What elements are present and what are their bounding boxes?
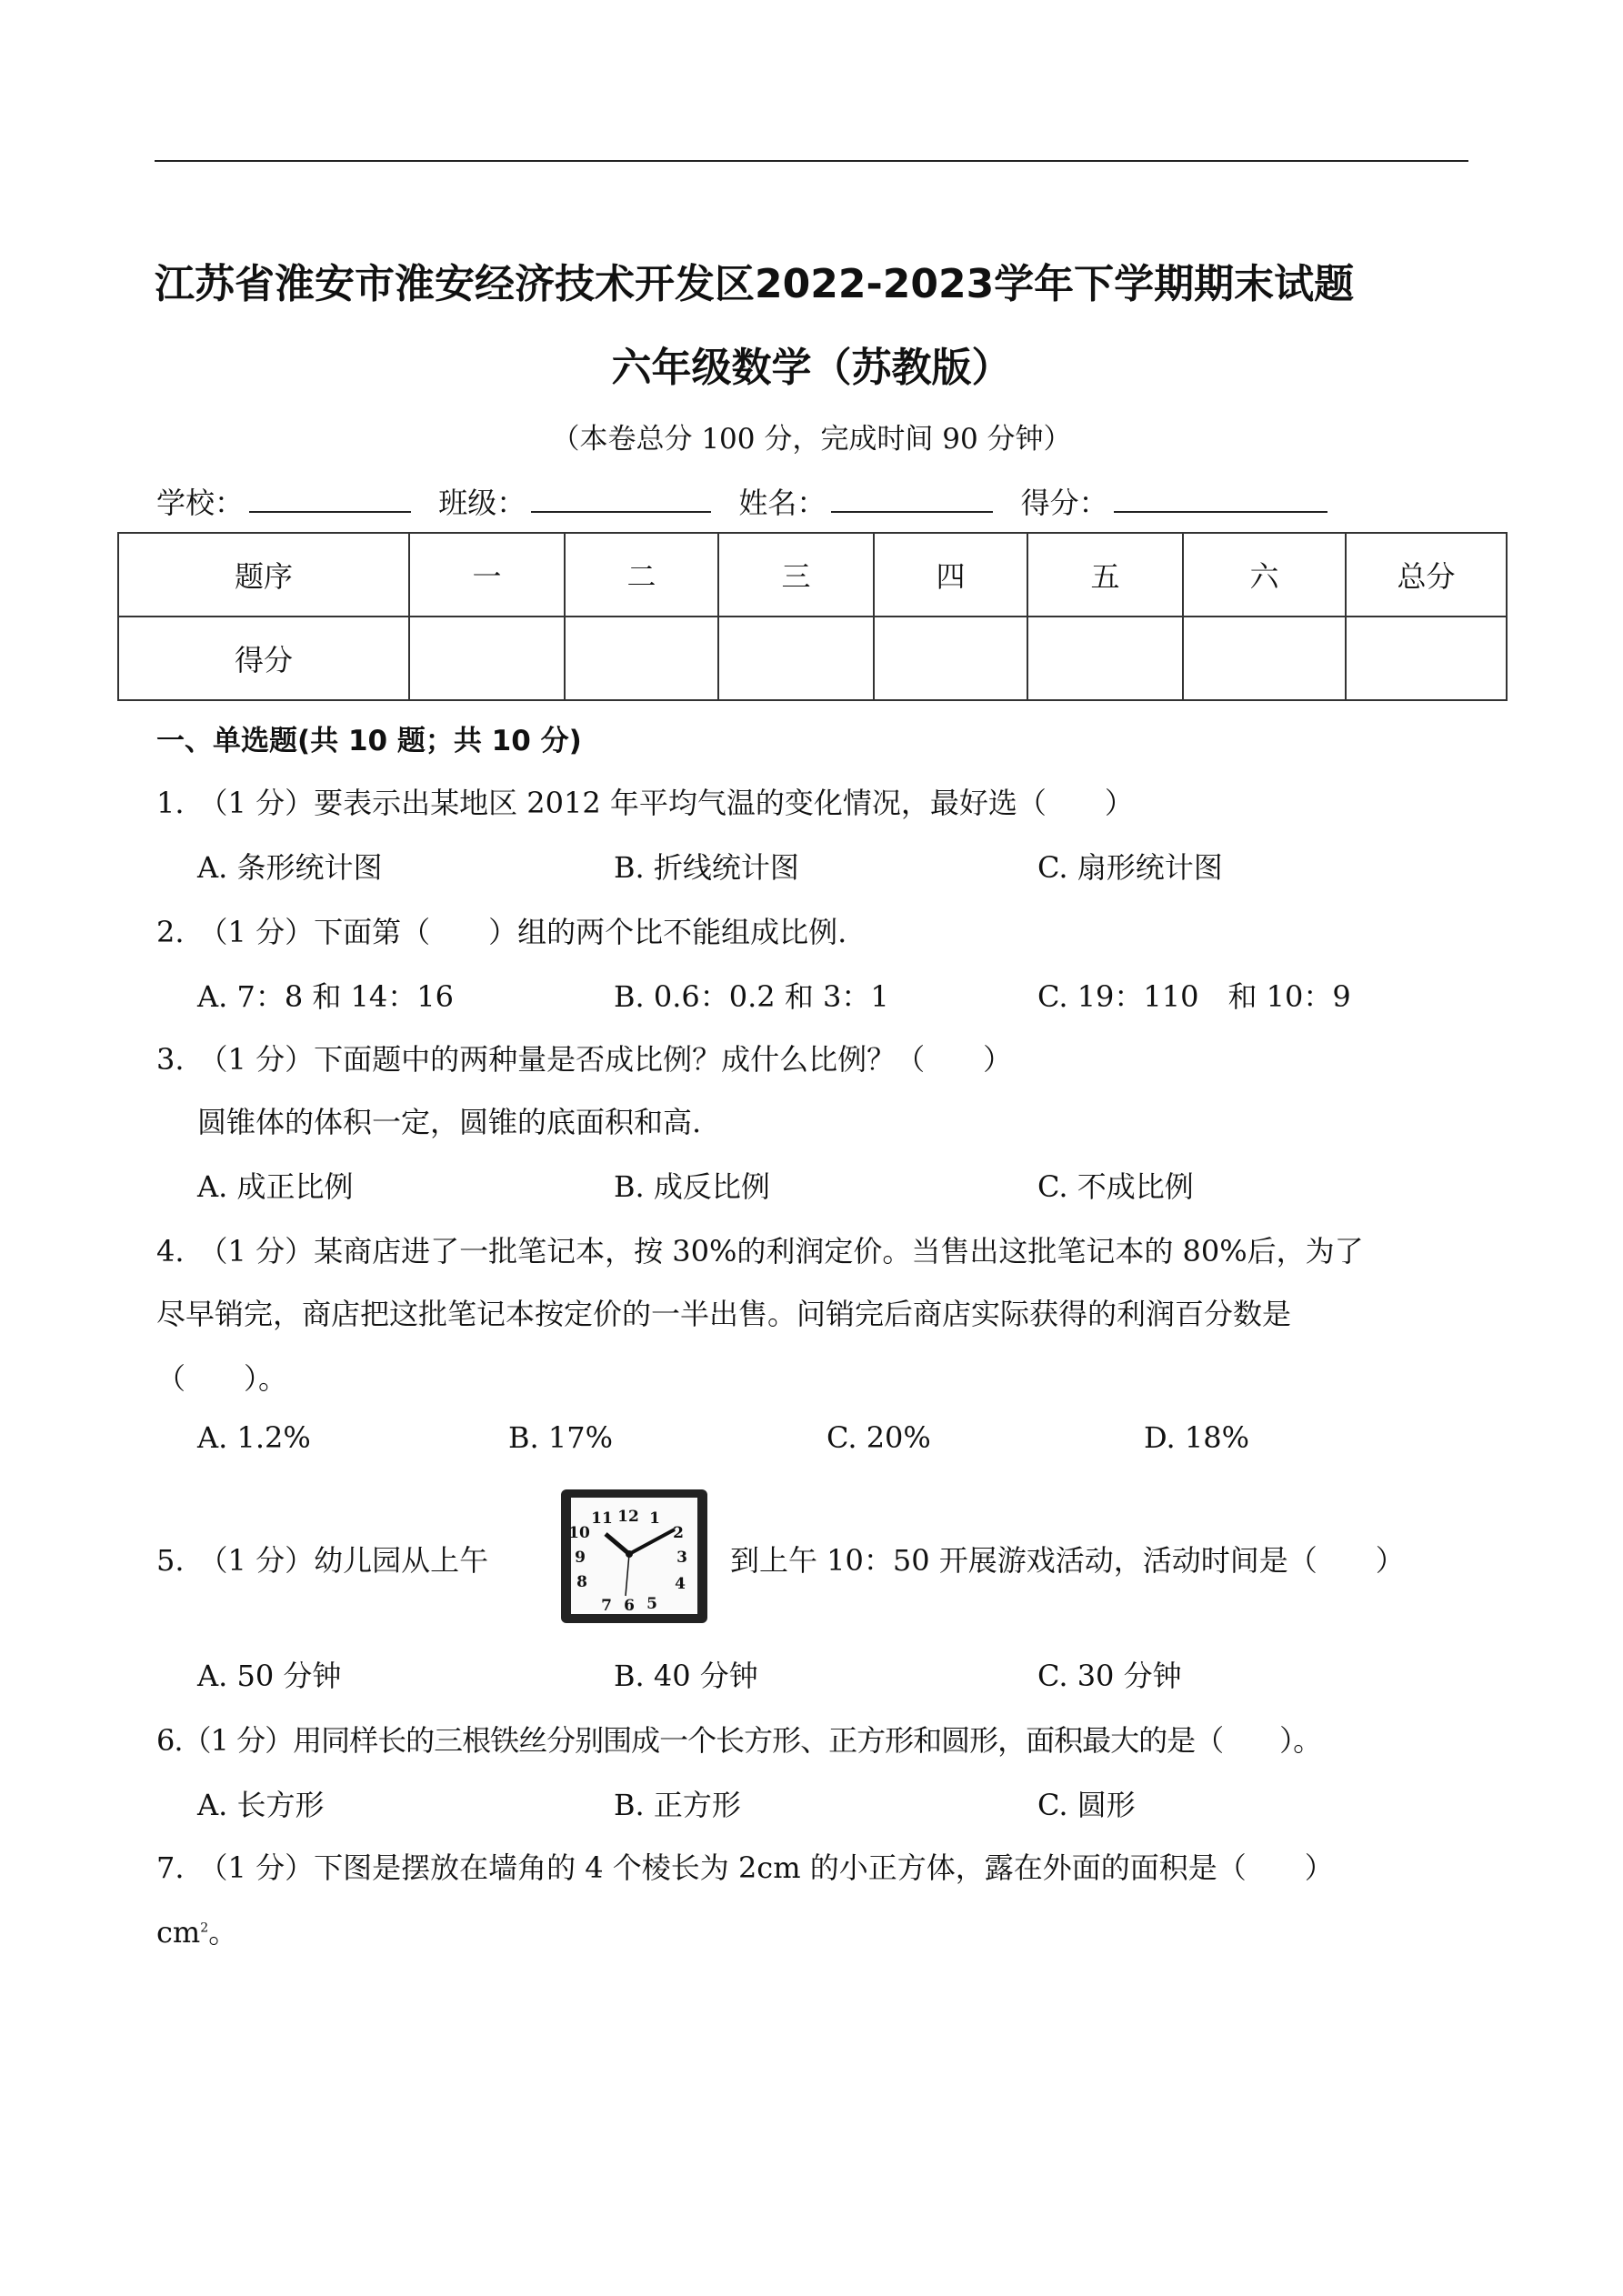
question-3-detail: 圆锥体的体积一定，圆锥的底面积和高. bbox=[197, 1105, 702, 1139]
unit-exponent: 2 bbox=[200, 1920, 209, 1936]
table-header-cell: 五 bbox=[1027, 533, 1183, 617]
svg-text:7: 7 bbox=[601, 1597, 612, 1615]
option-a[interactable]: A. 7：8 和 14：16 bbox=[197, 979, 454, 1014]
option-a[interactable]: A. 1.2% bbox=[197, 1420, 311, 1455]
unit-tail: 。 bbox=[208, 1915, 238, 1950]
svg-text:10: 10 bbox=[568, 1524, 590, 1542]
svg-text:6: 6 bbox=[624, 1597, 635, 1615]
score-table bbox=[117, 532, 1508, 701]
name-label: 姓名： bbox=[738, 486, 827, 520]
option-c[interactable]: C. 30 分钟 bbox=[1037, 1659, 1182, 1693]
question-4-line2: 尽早销完，商店把这批笔记本按定价的一半出售。问销完后商店实际获得的利润百分数是 bbox=[156, 1297, 1292, 1331]
table-row bbox=[118, 617, 1507, 700]
class-blank[interactable] bbox=[531, 484, 711, 513]
option-a[interactable]: A. 50 分钟 bbox=[197, 1659, 342, 1693]
school-label: 学校： bbox=[156, 486, 245, 520]
question-1: 1. （1 分）要表示出某地区 2012 年平均气温的变化情况，最好选（ ） bbox=[156, 786, 1134, 820]
option-c[interactable]: C. 20% bbox=[827, 1420, 931, 1455]
option-c[interactable]: C. 不成比例 bbox=[1037, 1169, 1194, 1204]
question-5: 5. （1 分）幼儿园从上午 bbox=[156, 1543, 489, 1578]
option-b[interactable]: B. 折线统计图 bbox=[614, 850, 799, 885]
table-header-cell: 一 bbox=[409, 533, 565, 617]
option-c[interactable]: C. 扇形统计图 bbox=[1037, 850, 1223, 885]
option-b[interactable]: B. 17% bbox=[508, 1420, 613, 1455]
option-b[interactable]: B. 正方形 bbox=[614, 1788, 741, 1822]
svg-text:5: 5 bbox=[646, 1595, 657, 1613]
svg-text:8: 8 bbox=[576, 1573, 587, 1591]
table-header-cell: 总分 bbox=[1346, 533, 1507, 617]
score-cell[interactable] bbox=[718, 617, 874, 700]
unit-text: cm bbox=[156, 1915, 201, 1950]
section-heading: 一、单选题(共 10 题；共 10 分) bbox=[156, 725, 582, 757]
option-c[interactable]: C. 圆形 bbox=[1037, 1788, 1136, 1822]
question-5-continued: 到上午 10：50 开展游戏活动，活动时间是（ ） bbox=[730, 1543, 1405, 1578]
table-header-cell: 六 bbox=[1183, 533, 1346, 617]
option-a[interactable]: A. 长方形 bbox=[197, 1788, 325, 1822]
question-2: 2. （1 分）下面第（ ）组的两个比不能组成比例. bbox=[156, 915, 847, 949]
option-b[interactable]: B. 40 分钟 bbox=[614, 1659, 758, 1693]
header-rule bbox=[155, 160, 1468, 162]
question-4: 4. （1 分）某商店进了一批笔记本，按 30%的利润定价。当售出这批笔记本的 80%后，为了 bbox=[156, 1234, 1364, 1268]
exam-title: 江苏省淮安市淮安经济技术开发区2022-2023学年下学期期末试题 bbox=[155, 261, 1355, 307]
question-7-unit bbox=[156, 1910, 237, 1951]
score-label: 得分： bbox=[1020, 486, 1108, 520]
table-header-cell: 二 bbox=[565, 533, 718, 617]
row-label: 得分 bbox=[118, 617, 409, 700]
option-b[interactable]: B. 0.6：0.2 和 3：1 bbox=[614, 979, 889, 1014]
table-header-cell: 三 bbox=[718, 533, 874, 617]
svg-text:4: 4 bbox=[675, 1575, 686, 1593]
score-cell[interactable] bbox=[874, 617, 1027, 700]
score-cell[interactable] bbox=[409, 617, 565, 700]
table-header-cell: 题序 bbox=[118, 533, 409, 617]
svg-text:11: 11 bbox=[591, 1509, 613, 1528]
option-a[interactable]: A. 成正比例 bbox=[197, 1169, 354, 1204]
question-7: 7. （1 分）下图是摆放在墙角的 4 个棱长为 2cm 的小正方体，露在外面的面积是（ ） bbox=[156, 1850, 1334, 1885]
score-cell[interactable] bbox=[1346, 617, 1507, 700]
school-blank[interactable] bbox=[249, 484, 411, 513]
question-6: 6.（1 分）用同样长的三根铁丝分别围成一个长方形、正方形和圆形，面积最大的是（ ）。 bbox=[156, 1723, 1322, 1758]
exam-note: （本卷总分 100 分，完成时间 90 分钟） bbox=[551, 423, 1072, 456]
question-3: 3. （1 分）下面题中的两种量是否成比例？成什么比例？（ ） bbox=[156, 1042, 1013, 1077]
svg-text:1: 1 bbox=[649, 1509, 660, 1528]
option-c[interactable]: C. 19：110 和 10：9 bbox=[1037, 979, 1351, 1014]
score-cell[interactable] bbox=[1183, 617, 1346, 700]
table-row bbox=[118, 533, 1507, 617]
svg-text:9: 9 bbox=[575, 1549, 586, 1567]
score-cell[interactable] bbox=[565, 617, 718, 700]
question-4-line3: （ ）。 bbox=[156, 1361, 288, 1396]
svg-text:3: 3 bbox=[676, 1549, 687, 1567]
clock-image bbox=[558, 1487, 710, 1626]
option-d[interactable]: D. 18% bbox=[1144, 1420, 1249, 1455]
name-blank[interactable] bbox=[831, 484, 993, 513]
exam-subtitle: 六年级数学（苏教版） bbox=[611, 345, 1012, 391]
option-a[interactable]: A. 条形统计图 bbox=[197, 850, 383, 885]
score-blank[interactable] bbox=[1114, 484, 1327, 513]
student-info-fields bbox=[156, 480, 1346, 522]
svg-text:12: 12 bbox=[617, 1508, 639, 1526]
score-cell[interactable] bbox=[1027, 617, 1183, 700]
svg-text:2: 2 bbox=[673, 1524, 684, 1542]
option-b[interactable]: B. 成反比例 bbox=[614, 1169, 770, 1204]
table-header-cell: 四 bbox=[874, 533, 1027, 617]
class-label: 班级： bbox=[438, 486, 526, 520]
